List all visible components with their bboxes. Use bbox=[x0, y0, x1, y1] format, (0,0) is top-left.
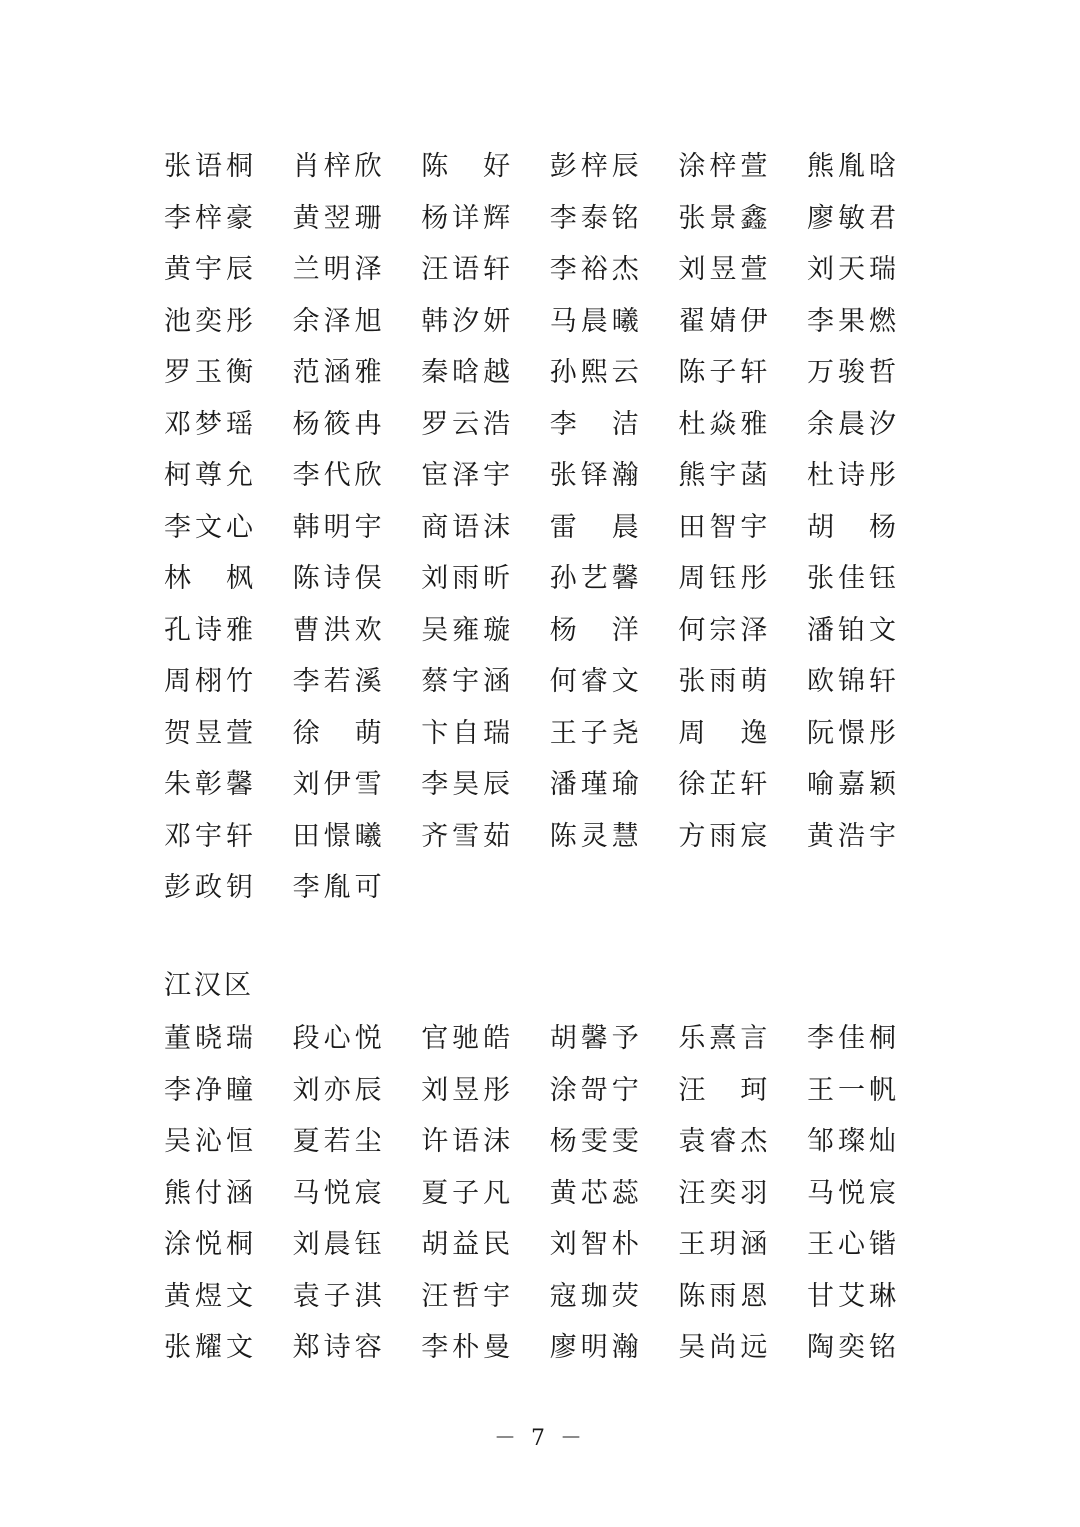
name-entry: 喻嘉颖 bbox=[806, 769, 900, 801]
name-entry: 何睿文 bbox=[549, 666, 643, 698]
name-entry: 周 逸 bbox=[678, 717, 772, 749]
name-entry: 黄浩宇 bbox=[806, 820, 900, 852]
name-entry: 陈诗俣 bbox=[292, 563, 386, 595]
name-entry: 杨筱冉 bbox=[292, 408, 386, 440]
name-entry: 彭政钥 bbox=[164, 872, 257, 904]
name-entry: 李梓豪 bbox=[164, 202, 257, 234]
name-entry: 吴沁恒 bbox=[164, 1126, 257, 1158]
name-row bbox=[164, 499, 944, 551]
name-entry: 陈灵慧 bbox=[549, 820, 643, 852]
name-entry: 杨雯雯 bbox=[549, 1126, 643, 1158]
name-entry: 汪 珂 bbox=[678, 1074, 772, 1106]
name-entry: 罗玉衡 bbox=[164, 357, 257, 389]
name-entry: 马晨曦 bbox=[549, 305, 643, 337]
name-entry: 李佳桐 bbox=[806, 1023, 900, 1055]
name-row bbox=[164, 550, 944, 602]
name-row bbox=[164, 705, 944, 757]
name-entry: 田憬曦 bbox=[292, 820, 386, 852]
name-entry: 刘伊雪 bbox=[292, 769, 386, 801]
name-row bbox=[164, 653, 944, 705]
name-entry: 雷 晨 bbox=[549, 511, 643, 543]
name-entry: 池奕彤 bbox=[164, 305, 257, 337]
name-entry: 袁子淇 bbox=[292, 1280, 386, 1312]
name-entry: 陈 好 bbox=[421, 151, 515, 183]
name-entry: 陈雨恩 bbox=[678, 1280, 772, 1312]
name-entry: 邓宇轩 bbox=[164, 820, 257, 852]
name-entry: 兰明泽 bbox=[292, 254, 386, 286]
name-entry: 夏子凡 bbox=[421, 1177, 515, 1209]
name-row bbox=[164, 190, 944, 242]
name-entry: 寇珈荧 bbox=[549, 1280, 643, 1312]
name-entry: 杨详辉 bbox=[421, 202, 515, 234]
name-entry: 李 洁 bbox=[549, 408, 643, 440]
name-entry: 孙熙云 bbox=[549, 357, 643, 389]
name-entry: 刘天瑞 bbox=[806, 254, 900, 286]
name-entry: 袁睿杰 bbox=[678, 1126, 772, 1158]
name-entry: 贺昱萱 bbox=[164, 717, 257, 749]
name-entry: 甘艾琳 bbox=[806, 1280, 900, 1312]
name-entry: 王一帆 bbox=[806, 1074, 900, 1106]
name-row bbox=[164, 602, 944, 654]
name-entry: 涂悦桐 bbox=[164, 1229, 257, 1261]
name-entry: 陶奕铭 bbox=[806, 1332, 900, 1364]
name-entry: 熊宇菡 bbox=[678, 460, 772, 492]
name-row bbox=[164, 1010, 944, 1062]
name-entry: 商语沫 bbox=[421, 511, 515, 543]
name-row bbox=[164, 241, 944, 293]
name-entry: 翟婧伊 bbox=[678, 305, 772, 337]
name-entry: 马悦宸 bbox=[806, 1177, 900, 1209]
name-entry: 周钰彤 bbox=[678, 563, 772, 595]
name-entry: 王心锴 bbox=[806, 1229, 900, 1261]
name-row bbox=[164, 293, 944, 345]
name-entry: 刘晨钰 bbox=[292, 1229, 386, 1261]
name-entry: 黄芯蕊 bbox=[549, 1177, 643, 1209]
name-entry: 熊胤晗 bbox=[806, 151, 900, 183]
name-entry: 张语桐 bbox=[164, 151, 257, 183]
name-entry: 乐熹言 bbox=[678, 1023, 772, 1055]
name-entry: 许语沫 bbox=[421, 1126, 515, 1158]
name-entry: 董晓瑞 bbox=[164, 1023, 257, 1055]
name-entry: 肖梓欣 bbox=[292, 151, 386, 183]
name-entry: 彭梓辰 bbox=[549, 151, 643, 183]
name-entry: 吴尚远 bbox=[678, 1332, 772, 1364]
name-entry: 官驰皓 bbox=[421, 1023, 515, 1055]
name-entry: 黄煜文 bbox=[164, 1280, 257, 1312]
name-entry: 杜焱雅 bbox=[678, 408, 772, 440]
name-entry: 杜诗彤 bbox=[806, 460, 900, 492]
name-entry: 徐 萌 bbox=[292, 717, 386, 749]
name-entry: 张雨萌 bbox=[678, 666, 772, 698]
name-entry: 胡益民 bbox=[421, 1229, 515, 1261]
name-entry: 徐芷轩 bbox=[678, 769, 772, 801]
name-entry: 潘铂文 bbox=[806, 614, 900, 646]
name-entry: 齐雪茹 bbox=[421, 820, 515, 852]
name-entry: 邓梦瑶 bbox=[164, 408, 257, 440]
name-entry: 蔡宇涵 bbox=[421, 666, 515, 698]
name-row bbox=[164, 1165, 944, 1217]
name-row bbox=[164, 1113, 944, 1165]
name-entry: 涂哿宁 bbox=[549, 1074, 643, 1106]
name-entry: 涂梓萱 bbox=[678, 151, 772, 183]
name-entry: 李昊辰 bbox=[421, 769, 515, 801]
name-entry: 王玥涵 bbox=[678, 1229, 772, 1261]
name-entry: 廖明瀚 bbox=[549, 1332, 643, 1364]
name-entry: 陈子轩 bbox=[678, 357, 772, 389]
name-entry: 李净瞳 bbox=[164, 1074, 257, 1106]
name-entry: 张景鑫 bbox=[678, 202, 772, 234]
name-row bbox=[164, 344, 944, 396]
name-row bbox=[164, 1268, 944, 1320]
name-entry: 黄翌珊 bbox=[292, 202, 386, 234]
name-entry: 余泽旭 bbox=[292, 305, 386, 337]
name-entry: 胡馨予 bbox=[549, 1023, 643, 1055]
name-entry: 张铎瀚 bbox=[549, 460, 643, 492]
name-entry: 杨 洋 bbox=[549, 614, 643, 646]
name-entry: 秦晗越 bbox=[421, 357, 515, 389]
name-row bbox=[164, 138, 944, 190]
name-entry: 王子尧 bbox=[549, 717, 643, 749]
name-entry: 郑诗容 bbox=[292, 1332, 386, 1364]
name-entry: 孙艺馨 bbox=[549, 563, 643, 595]
name-entry: 李果燃 bbox=[806, 305, 900, 337]
name-entry: 罗云浩 bbox=[421, 408, 515, 440]
name-entry: 李朴曼 bbox=[421, 1332, 515, 1364]
name-row bbox=[164, 859, 944, 911]
name-list-section-1 bbox=[164, 138, 944, 911]
name-entry: 李胤可 bbox=[292, 872, 386, 904]
name-entry: 潘瑾瑜 bbox=[549, 769, 643, 801]
name-entry: 李代欣 bbox=[292, 460, 386, 492]
name-row bbox=[164, 756, 944, 808]
name-entry: 孔诗雅 bbox=[164, 614, 257, 646]
name-row bbox=[164, 1216, 944, 1268]
name-entry: 黄宇辰 bbox=[164, 254, 257, 286]
name-entry: 方雨宸 bbox=[678, 820, 772, 852]
name-entry: 李裕杰 bbox=[549, 254, 643, 286]
section-heading: 江汉区 bbox=[164, 970, 254, 1001]
name-entry: 周栩竹 bbox=[164, 666, 257, 698]
name-list-section-2 bbox=[164, 1010, 944, 1371]
name-entry: 何宗泽 bbox=[678, 614, 772, 646]
name-entry: 卞自瑞 bbox=[421, 717, 515, 749]
name-entry: 刘智朴 bbox=[549, 1229, 643, 1261]
name-entry: 李文心 bbox=[164, 511, 257, 543]
name-entry: 刘雨昕 bbox=[421, 563, 515, 595]
name-entry: 熊付涵 bbox=[164, 1177, 257, 1209]
name-entry: 刘昱萱 bbox=[678, 254, 772, 286]
name-entry: 廖敏君 bbox=[806, 202, 900, 234]
name-entry: 张耀文 bbox=[164, 1332, 257, 1364]
name-entry: 刘亦辰 bbox=[292, 1074, 386, 1106]
name-entry: 阮憬彤 bbox=[806, 717, 900, 749]
name-entry: 曹洪欢 bbox=[292, 614, 386, 646]
name-entry: 韩明宇 bbox=[292, 511, 386, 543]
name-entry: 夏若尘 bbox=[292, 1126, 386, 1158]
name-entry: 朱彰馨 bbox=[164, 769, 257, 801]
name-entry: 田智宇 bbox=[678, 511, 772, 543]
name-entry: 汪语轩 bbox=[421, 254, 515, 286]
page-number: － 7 － bbox=[494, 1426, 586, 1451]
name-entry: 柯尊允 bbox=[164, 460, 257, 492]
name-row bbox=[164, 1062, 944, 1114]
name-entry: 余晨汐 bbox=[806, 408, 900, 440]
name-entry: 宦泽宇 bbox=[421, 460, 515, 492]
name-entry: 邹璨灿 bbox=[806, 1126, 900, 1158]
name-entry: 汪奕羽 bbox=[678, 1177, 772, 1209]
name-entry: 刘昱彤 bbox=[421, 1074, 515, 1106]
name-row bbox=[164, 396, 944, 448]
name-entry: 李泰铭 bbox=[549, 202, 643, 234]
name-entry: 林 枫 bbox=[164, 563, 257, 595]
name-row bbox=[164, 447, 944, 499]
name-entry: 汪哲宇 bbox=[421, 1280, 515, 1312]
name-row bbox=[164, 1319, 944, 1371]
name-entry: 段心悦 bbox=[292, 1023, 386, 1055]
name-entry: 胡 杨 bbox=[806, 511, 900, 543]
name-entry: 张佳钰 bbox=[806, 563, 900, 595]
name-entry: 万骏哲 bbox=[806, 357, 900, 389]
name-entry: 欧锦轩 bbox=[806, 666, 900, 698]
name-entry: 韩汐妍 bbox=[421, 305, 515, 337]
name-entry: 马悦宸 bbox=[292, 1177, 386, 1209]
name-row bbox=[164, 808, 944, 860]
name-entry: 范涵雅 bbox=[292, 357, 386, 389]
name-entry: 吴雍璇 bbox=[421, 614, 515, 646]
name-entry: 李若溪 bbox=[292, 666, 386, 698]
